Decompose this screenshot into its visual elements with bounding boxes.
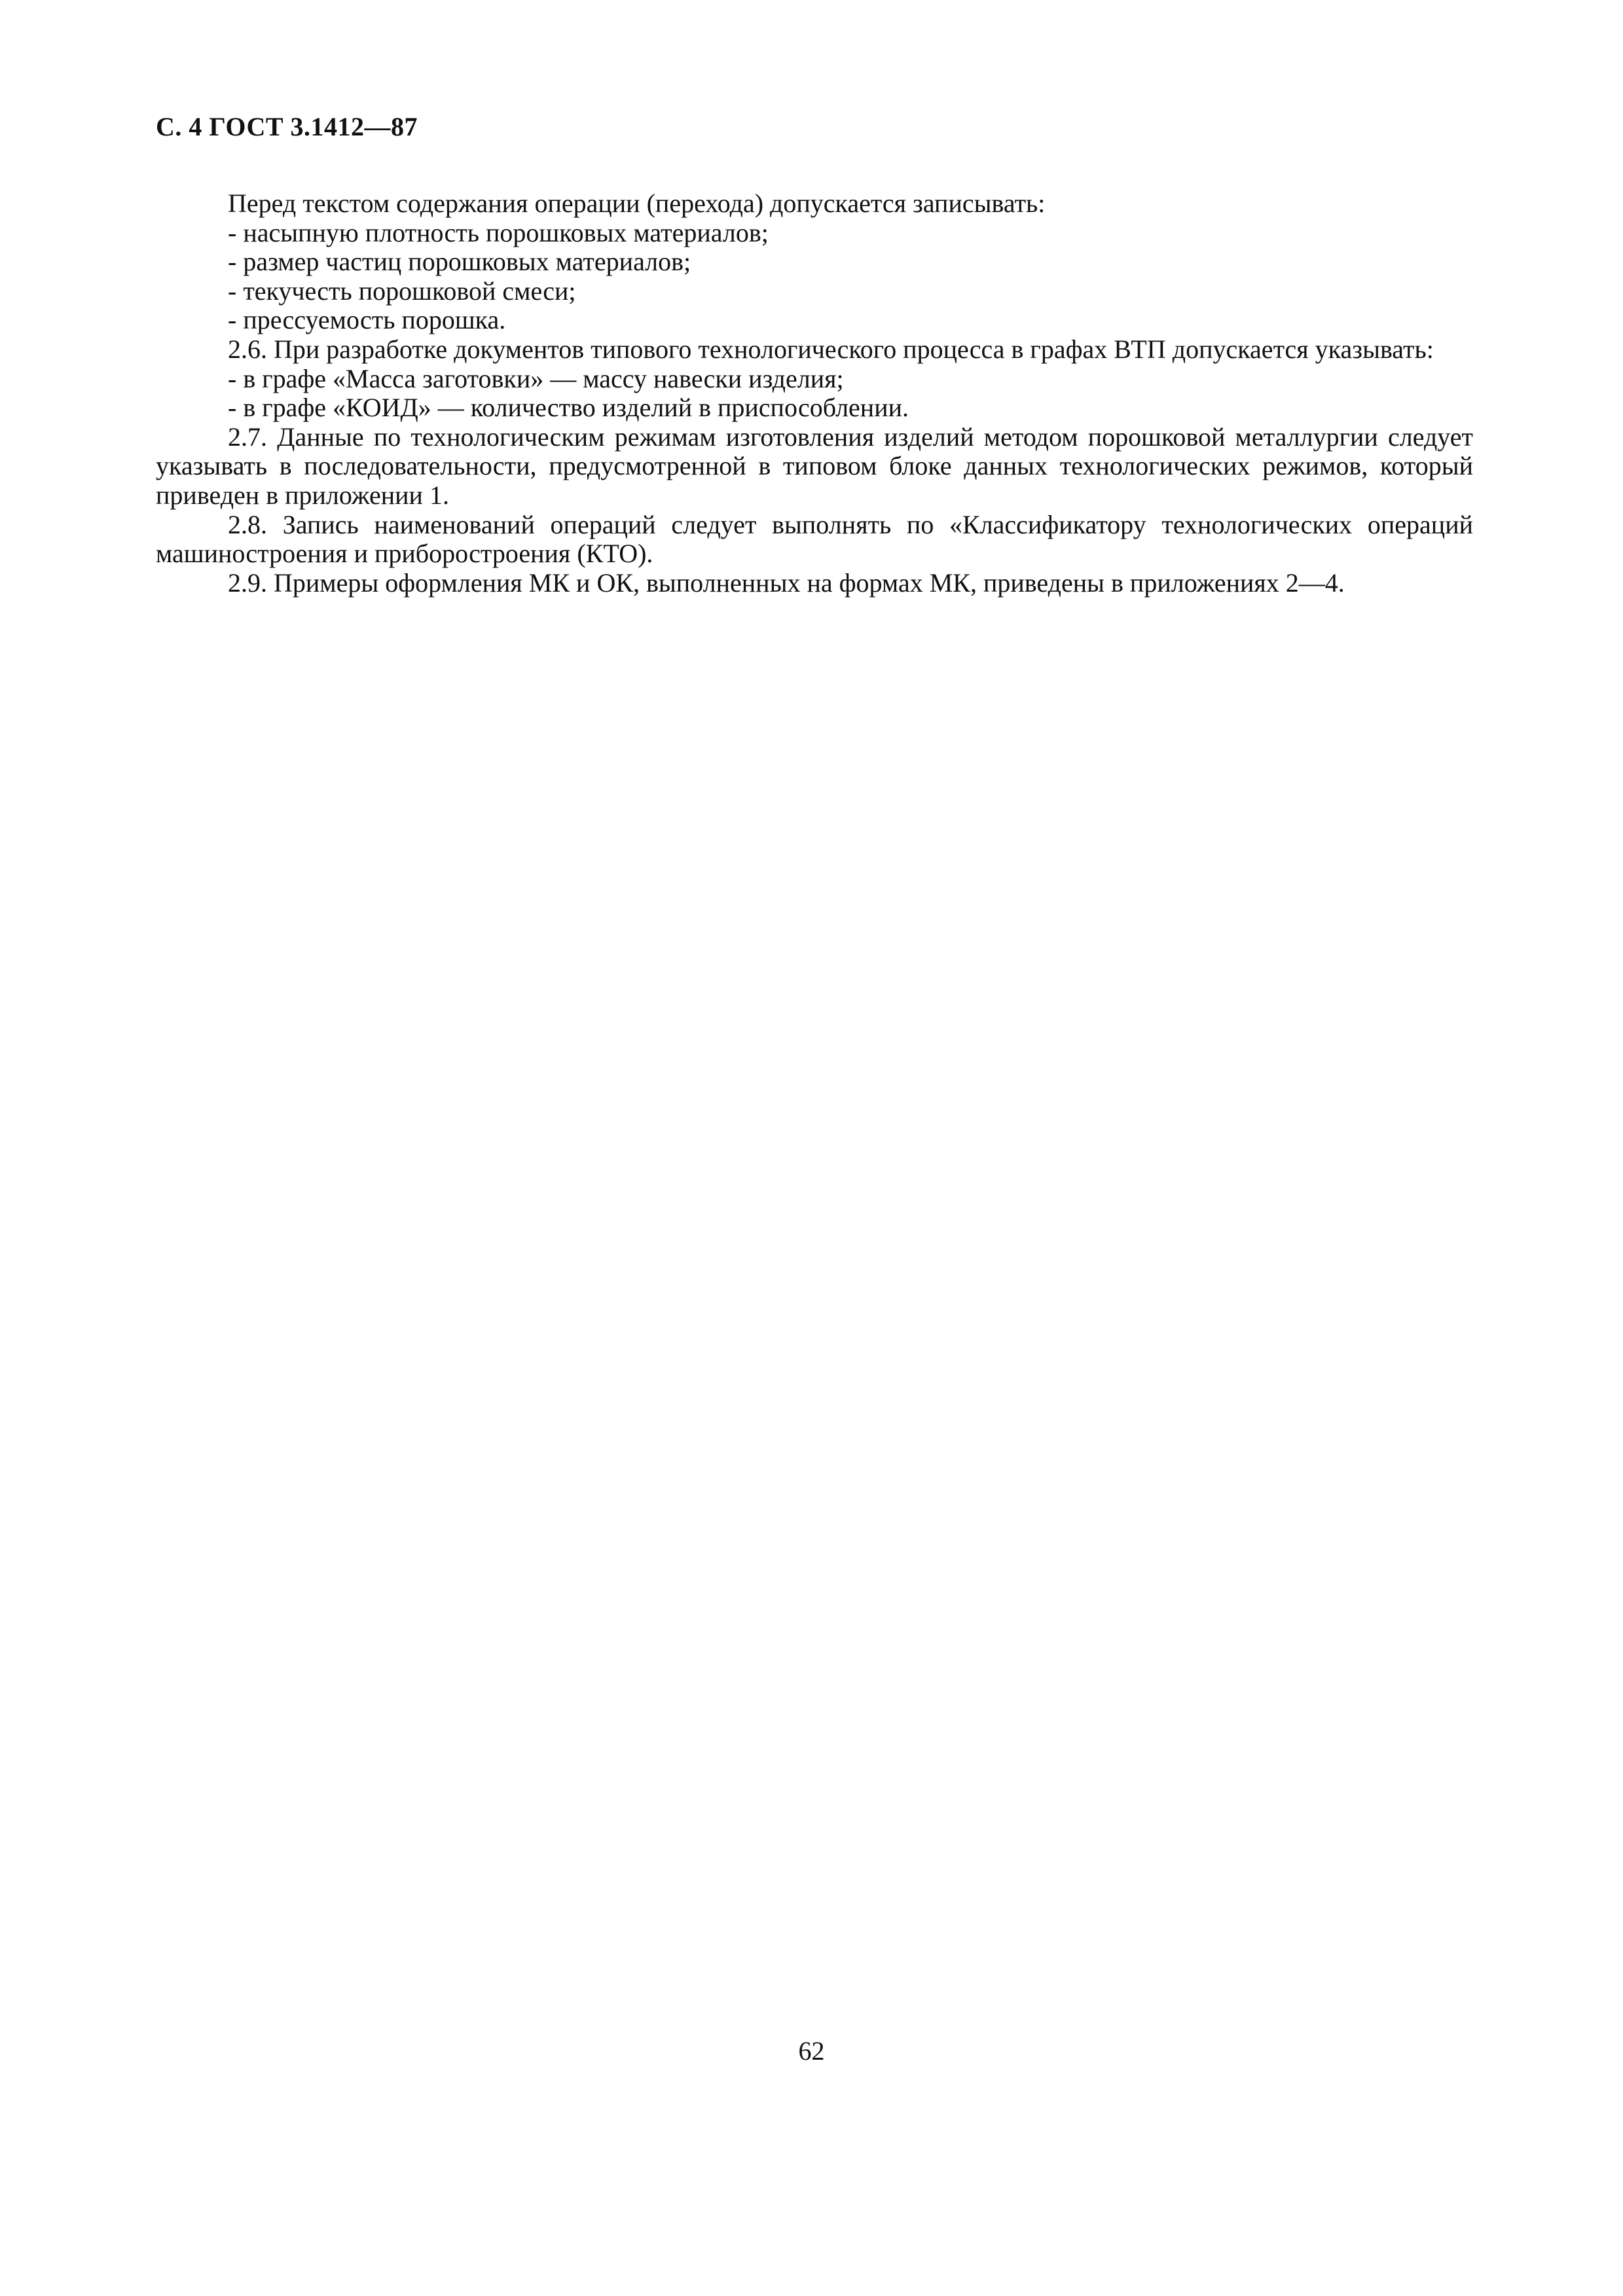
list-item: - в графе «Масса заготовки» — массу навески изделия; [228,363,844,393]
section-2-8: 2.8. Запись наименований операций следует выполнять по «Классификатору технологических операций машиностроения и приборостроения (КТО). [156,509,1473,569]
list-item: - насыпную плотность порошковых материалов; [228,217,769,247]
list-item: - в графе «КОИД» — количество изделий в приспособлении. [228,393,909,423]
section-2-9: 2.9. Примеры оформления МК и ОК, выполненных на формах МК, приведены в приложениях 2—4. [228,567,1345,598]
section-2-6: 2.6. При разработке документов типового технологического процесса в графах ВТП допускается указывать: [228,334,1434,364]
document-body [156,189,1473,598]
list-item: - размер частиц порошковых материалов; [228,247,691,277]
page-number: 62 [798,2036,825,2066]
list-item: - текучесть порошковой смеси; [228,276,576,306]
page-header: С. 4 ГОСТ 3.1412—87 [156,112,418,141]
list-item: - прессуемость порошка. [228,305,506,335]
section-2-7: 2.7. Данные по технологическим режимам изготовления изделий методом порошковой металлургии следует указывать в последовательности, предусмотренной в типовом блоке данных технологических режимов, который приведен в приложении 1. [156,422,1473,510]
intro-paragraph: Перед текстом содержания операции (перехода) допускается записывать: [228,188,1046,218]
